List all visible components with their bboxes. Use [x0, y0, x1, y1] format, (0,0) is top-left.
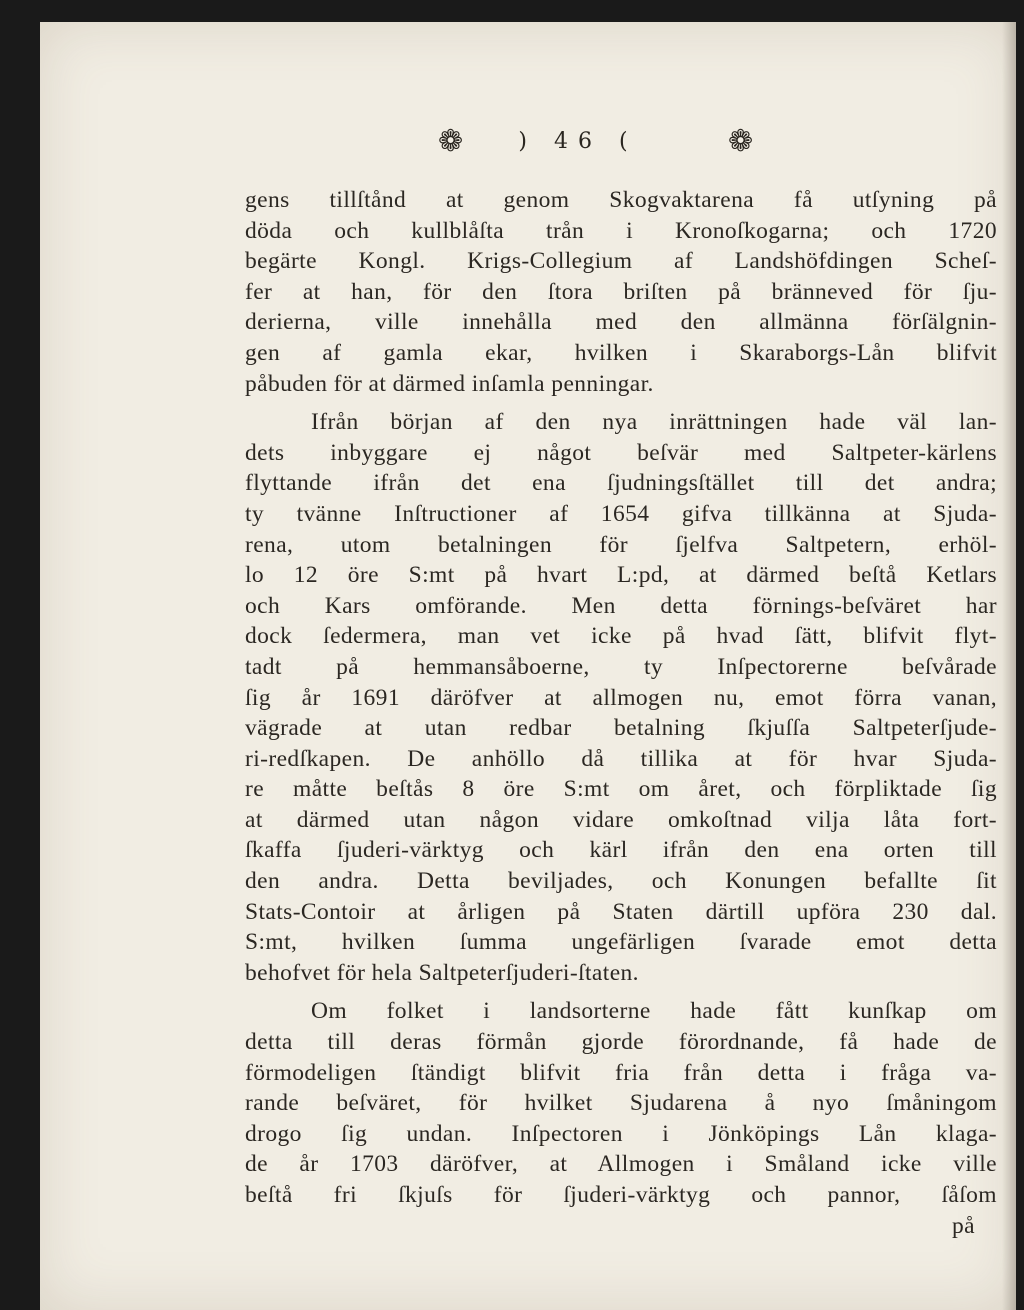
text-line: dets inbyggare ej något beſvär med Saltpeter-kärlens: [245, 439, 997, 466]
text-line: at därmed utan någon vidare omkoſtnad vilja låta fort-: [245, 806, 997, 833]
text-line: begärte Kongl. Krigs-Collegium af Landshöfdingen Scheſ-: [245, 248, 997, 275]
catchword: på: [952, 1212, 975, 1239]
text-line: rande beſväret, för hvilket Sjudarena å nyo ſmåningom: [245, 1090, 997, 1117]
paragraph-gap: [245, 988, 997, 996]
page-number: ) 46 (: [518, 129, 638, 154]
text-line: gens tillſtånd at genom Skogvaktarena få utſyning på: [245, 187, 997, 213]
text-line: lo 12 öre S:mt på hvart L:pd, at därmed beſtå Ketlars: [245, 562, 997, 589]
text-line: dock ſedermera, man vet icke på hvad ſätt, blifvit flyt-: [245, 623, 997, 650]
book-page: [40, 22, 1016, 1310]
text-line: vägrade at utan redbar betalning ſkjuſſa Saltpeterſjude-: [245, 715, 997, 742]
text-line: detta till deras förmån gjorde förordnande, få hade de: [245, 1029, 997, 1056]
text-line: derierna, ville innehålla med den allmänna förſälgnin-: [245, 309, 997, 336]
text-line: förmodeligen ſtändigt blifvit fria från detta i fråga va-: [245, 1059, 997, 1086]
text-line: drogo ſig undan. Inſpectoren i Jönköpings Lån klaga-: [245, 1120, 997, 1147]
text-line: påbuden för at därmed inſamla penningar.: [245, 370, 654, 397]
text-line: ri-redſkapen. De anhöllo då tillika at för hvar Sjuda-: [245, 745, 997, 772]
text-line: Stats-Contoir at årligen på Staten därtill upföra 230 dal.: [245, 898, 997, 925]
text-line: re måtte beſtås 8 öre S:mt om året, och förpliktade ſig: [245, 776, 997, 803]
text-line: och Kars omförande. Men detta förnings-beſväret har: [245, 592, 997, 619]
text-line: ſkaffa ſjuderi-värktyg och kärl ifrån den ena orten till: [245, 837, 997, 864]
text-line: de år 1703 däröfver, at Allmogen i Småland icke ville: [245, 1151, 997, 1178]
text-line: beſtå fri ſkjuſs för ſjuderi-värktyg och pannor, ſåſom: [245, 1182, 997, 1208]
text-line: flyttande ifrån det ena ſjudningsſtället till det andra;: [245, 470, 997, 497]
paragraph-gap: [245, 399, 997, 407]
text-line: ſig år 1691 däröfver at allmogen nu, emot förra vanan,: [245, 684, 997, 711]
text-line: Ifrån början af den nya inrättningen hade väl lan-: [311, 409, 997, 436]
body-text: [245, 185, 997, 1241]
text-line: S:mt, hvilken ſumma ungefärligen ſvarade emot detta: [245, 929, 997, 956]
ornament-right-icon: ❁: [728, 124, 754, 159]
text-line: rena, utom betalningen för ſjelfva Saltpetern, erhöl-: [245, 531, 997, 558]
text-line: tadt på hemmansåboerne, ty Inſpectorerne beſvårade: [245, 653, 997, 680]
text-line: Om folket i landsorterne hade fått kunſkap om: [311, 998, 997, 1025]
text-line: fer at han, för den ſtora briſten på bränneved för ſju-: [245, 278, 997, 305]
text-line: behofvet för hela Saltpeterſjuderi-ſtaten.: [245, 959, 639, 986]
text-line: ty tvänne Inſtructioner af 1654 gifva tillkänna at Sjuda-: [245, 500, 997, 527]
text-line: gen af gamla ekar, hvilken i Skaraborgs-Lån blifvit: [245, 339, 997, 366]
ornament-left-icon: ❁: [438, 124, 464, 159]
page-header: [40, 122, 1016, 172]
text-line: den andra. Detta beviljades, och Konungen befallte ſit: [245, 868, 997, 895]
text-line: döda och kullblåſta trån i Kronoſkogarna; och 1720: [245, 217, 997, 244]
